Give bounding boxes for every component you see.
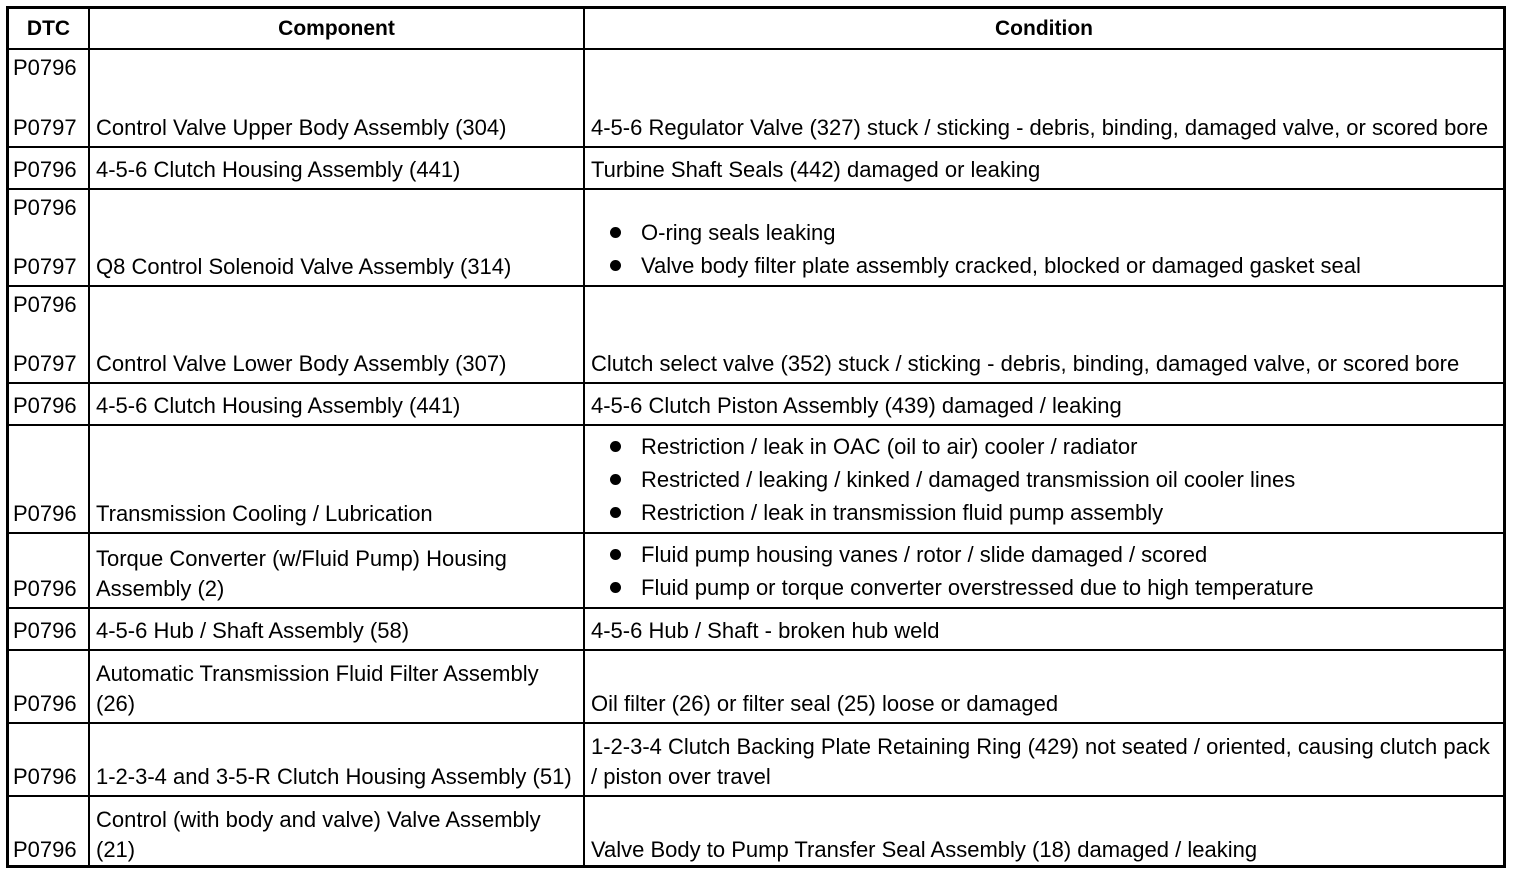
table-row	[9, 724, 1503, 797]
dtc-cell	[9, 384, 90, 424]
dtc-cell	[9, 534, 90, 607]
dtc-code: P0796	[13, 157, 77, 182]
component-cell	[90, 50, 585, 146]
condition-cell	[585, 609, 1503, 649]
dtc-cell	[9, 609, 90, 649]
component-cell	[90, 384, 585, 424]
condition-cell	[585, 50, 1503, 146]
dtc-code: P0796	[13, 618, 77, 643]
condition-cell	[585, 384, 1503, 424]
table-row	[9, 651, 1503, 724]
component-text: Transmission Cooling / Lubrication	[96, 501, 433, 526]
component-cell	[90, 651, 585, 722]
component-cell	[90, 724, 585, 795]
condition-bullet: Restriction / leak in OAC (oil to air) cooler / radiator	[607, 430, 1295, 463]
condition-bullet: Restricted / leaking / kinked / damaged transmission oil cooler lines	[607, 463, 1295, 496]
table-row	[9, 50, 1503, 148]
component-cell	[90, 190, 585, 285]
condition-cell	[585, 287, 1503, 382]
condition-cell	[585, 724, 1503, 795]
table-row	[9, 534, 1503, 609]
component-text: Torque Converter (w/Fluid Pump) Housing Assembly (2)	[96, 546, 507, 601]
condition-bullet-list	[591, 216, 1361, 282]
component-cell	[90, 797, 585, 868]
condition-bullet: O-ring seals leaking	[607, 216, 1361, 249]
table-row	[9, 148, 1503, 190]
condition-text: Turbine Shaft Seals (442) damaged or leaking	[591, 157, 1041, 182]
dtc-code: P0797	[13, 115, 77, 140]
condition-bullet: Valve body filter plate assembly cracked, blocked or damaged gasket seal	[607, 249, 1361, 282]
dtc-code: P0796	[13, 501, 77, 526]
condition-text: 4-5-6 Regulator Valve (327) stuck / sticking - debris, binding, damaged valve, or scored bore	[591, 115, 1489, 140]
dtc-code: P0796	[13, 292, 77, 317]
dtc-code: P0796	[13, 195, 77, 220]
condition-text: 1-2-3-4 Clutch Backing Plate Retaining Ring (429) not seated / oriented, causing clutch pack / piston over travel	[591, 734, 1490, 789]
dtc-cell	[9, 50, 90, 146]
dtc-code: P0796	[13, 691, 77, 716]
dtc-cell	[9, 287, 90, 382]
component-cell	[90, 148, 585, 188]
component-cell	[90, 287, 585, 382]
dtc-cell	[9, 797, 90, 868]
dtc-header: DTC	[9, 9, 90, 48]
component-text: Control Valve Upper Body Assembly (304)	[96, 115, 507, 140]
dtc-table	[6, 6, 1506, 868]
condition-cell	[585, 797, 1503, 868]
condition-bullet: Fluid pump or torque converter overstressed due to high temperature	[607, 571, 1314, 604]
table-row	[9, 797, 1503, 868]
condition-text: 4-5-6 Clutch Piston Assembly (439) damaged / leaking	[591, 393, 1122, 418]
table-row	[9, 190, 1503, 287]
dtc-code: P0796	[13, 837, 77, 862]
component-text: 4-5-6 Hub / Shaft Assembly (58)	[96, 618, 410, 643]
component-cell	[90, 534, 585, 607]
dtc-cell	[9, 148, 90, 188]
component-text: Q8 Control Solenoid Valve Assembly (314)	[96, 254, 512, 279]
component-cell	[90, 609, 585, 649]
component-text: Control Valve Lower Body Assembly (307)	[96, 351, 507, 376]
component-text: Control (with body and valve) Valve Assembly (21)	[96, 807, 541, 862]
condition-cell	[585, 651, 1503, 722]
table-row	[9, 384, 1503, 426]
header-row	[9, 9, 1503, 50]
condition-cell	[585, 426, 1503, 532]
dtc-code: P0797	[13, 351, 77, 376]
condition-bullet: Restriction / leak in transmission fluid pump assembly	[607, 496, 1295, 529]
condition-cell	[585, 190, 1503, 285]
dtc-code: P0797	[13, 254, 77, 279]
table-row	[9, 609, 1503, 651]
condition-bullet-list	[591, 430, 1295, 529]
component-text: 4-5-6 Clutch Housing Assembly (441)	[96, 157, 461, 182]
component-text: 1-2-3-4 and 3-5-R Clutch Housing Assembly (51)	[96, 764, 572, 789]
condition-text: Valve Body to Pump Transfer Seal Assembly (18) damaged / leaking	[591, 837, 1258, 862]
dtc-cell	[9, 190, 90, 285]
component-header: Component	[90, 9, 585, 48]
table-row	[9, 426, 1503, 534]
condition-bullet-list	[591, 538, 1314, 604]
dtc-cell	[9, 426, 90, 532]
condition-cell	[585, 148, 1503, 188]
condition-cell	[585, 534, 1503, 607]
dtc-code: P0796	[13, 764, 77, 789]
dtc-code: P0796	[13, 55, 77, 80]
dtc-code: P0796	[13, 576, 77, 601]
table-row	[9, 287, 1503, 384]
component-cell	[90, 426, 585, 532]
component-text: Automatic Transmission Fluid Filter Assembly (26)	[96, 661, 539, 716]
condition-text: 4-5-6 Hub / Shaft - broken hub weld	[591, 618, 940, 643]
dtc-code: P0796	[13, 393, 77, 418]
dtc-cell	[9, 724, 90, 795]
condition-header: Condition	[995, 16, 1093, 40]
condition-text: Clutch select valve (352) stuck / sticking - debris, binding, damaged valve, or scored bore	[591, 351, 1460, 376]
component-text: 4-5-6 Clutch Housing Assembly (441)	[96, 393, 461, 418]
dtc-cell	[9, 651, 90, 722]
condition-bullet: Fluid pump housing vanes / rotor / slide damaged / scored	[607, 538, 1314, 571]
condition-text: Oil filter (26) or filter seal (25) loose or damaged	[591, 691, 1059, 716]
